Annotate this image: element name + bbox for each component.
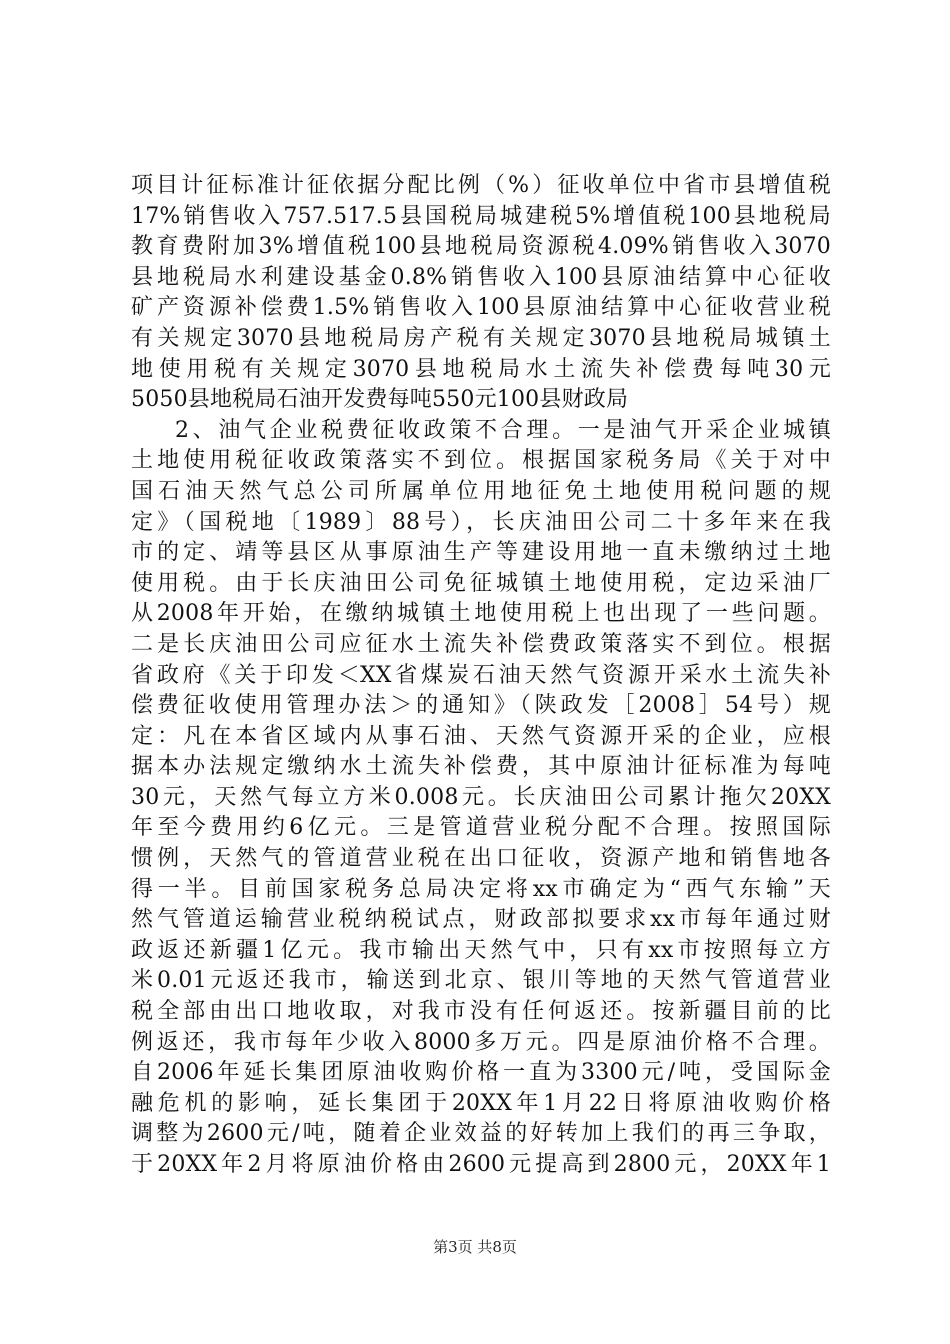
text-line: 定》（国税地〔1989〕88号），长庆油田公司二十多年来在我 bbox=[131, 509, 831, 535]
text-line: 政返还新疆1亿元。我市输出天然气中，只有xx市按照每立方 bbox=[131, 937, 831, 963]
page-footer bbox=[0, 1236, 950, 1257]
text-line: 偿费征收使用管理办法＞的通知》（陕政发［2008］54号）规 bbox=[131, 693, 831, 719]
text-line: 土地使用税征收政策落实不到位。根据国家税务局《关于对中 bbox=[131, 448, 831, 474]
text-line: 米0.01元返还我市，输送到北京、银川等地的天然气管道营业 bbox=[131, 968, 831, 994]
text-line: 于20XX年2月将原油价格由2600元提高到2800元，20XX年1 bbox=[131, 1152, 831, 1177]
text-line: 调整为2600元/吨，随着企业效益的好转加上我们的再三争取， bbox=[131, 1121, 831, 1147]
text-line: 地使用税有关规定3070县地税局水土流失补偿费每吨30元 bbox=[131, 356, 831, 382]
text-line: 定：凡在本省区域内从事石油、天然气资源开采的企业，应根 bbox=[131, 723, 831, 749]
text-line: 得一半。目前国家税务总局决定将xx市确定为“西气东输”天 bbox=[131, 876, 831, 902]
body-text bbox=[131, 171, 831, 1181]
text-line: 有关规定3070县地税局房产税有关规定3070县地税局城镇土 bbox=[131, 325, 831, 351]
text-line: 项目计征标准计征依据分配比例（%）征收单位中省市县增值税 bbox=[131, 173, 831, 198]
text-line: 从2008年开始，在缴纳城镇土地使用税上也出现了一些问题。 bbox=[131, 601, 831, 627]
text-line: 融危机的影响，延长集团于20XX年1月22日将原油收购价格 bbox=[131, 1090, 831, 1116]
text-line: 2、油气企业税费征收政策不合理。一是油气开采企业城镇 bbox=[175, 417, 831, 443]
text-line: 惯例，天然气的管道营业税在出口征收，资源产地和销售地各 bbox=[131, 846, 831, 872]
text-line: 自2006年延长集团原油收购价格一直为3300元/吨，受国际金 bbox=[131, 1060, 831, 1086]
text-line: 使用税。由于长庆油田公司免征城镇土地使用税，定边采油厂 bbox=[131, 570, 831, 596]
text-line: 县地税局水利建设基金0.8%销售收入100县原油结算中心征收 bbox=[131, 264, 831, 290]
text-line: 教育费附加3%增值税100县地税局资源税4.09%销售收入3070 bbox=[131, 234, 831, 260]
text-line: 市的定、靖等县区从事原油生产等建设用地一直未缴纳过土地 bbox=[131, 540, 831, 566]
text-line: 然气管道运输营业税纳税试点，财政部拟要求xx市每年通过财 bbox=[131, 907, 831, 933]
text-line: 国石油天然气总公司所属单位用地征免土地使用税问题的规 bbox=[131, 478, 831, 504]
text-line: 5050县地税局石油开发费每吨550元100县财政局 bbox=[131, 387, 629, 413]
page-number: 第3页 共8页 bbox=[433, 1238, 517, 1256]
text-line: 省政府《关于印发＜XX省煤炭石油天然气资源开采水土流失补 bbox=[131, 662, 831, 688]
text-line: 例返还，我市每年少收入8000多万元。四是原油价格不合理。 bbox=[131, 1029, 831, 1055]
text-line: 税全部由出口地收取，对我市没有任何返还。按新疆目前的比 bbox=[131, 999, 831, 1025]
paragraph-policy bbox=[131, 416, 831, 1181]
text-line: 17%销售收入757.517.5县国税局城建税5%增值税100县地税局 bbox=[131, 203, 831, 229]
text-line: 二是长庆油田公司应征水土流失补偿费政策落实不到位。根据 bbox=[131, 631, 831, 657]
text-line: 年至今费用约6亿元。三是管道营业税分配不合理。按照国际 bbox=[131, 815, 831, 841]
text-line: 据本办法规定缴纳水土流失补偿费，其中原油计征标准为每吨 bbox=[131, 754, 831, 780]
text-line: 30元，天然气每立方米0.008元。长庆油田公司累计拖欠20XX bbox=[131, 784, 831, 810]
text-line: 矿产资源补偿费1.5%销售收入100县原油结算中心征收营业税 bbox=[131, 295, 831, 321]
paragraph-tax-table bbox=[131, 171, 831, 416]
